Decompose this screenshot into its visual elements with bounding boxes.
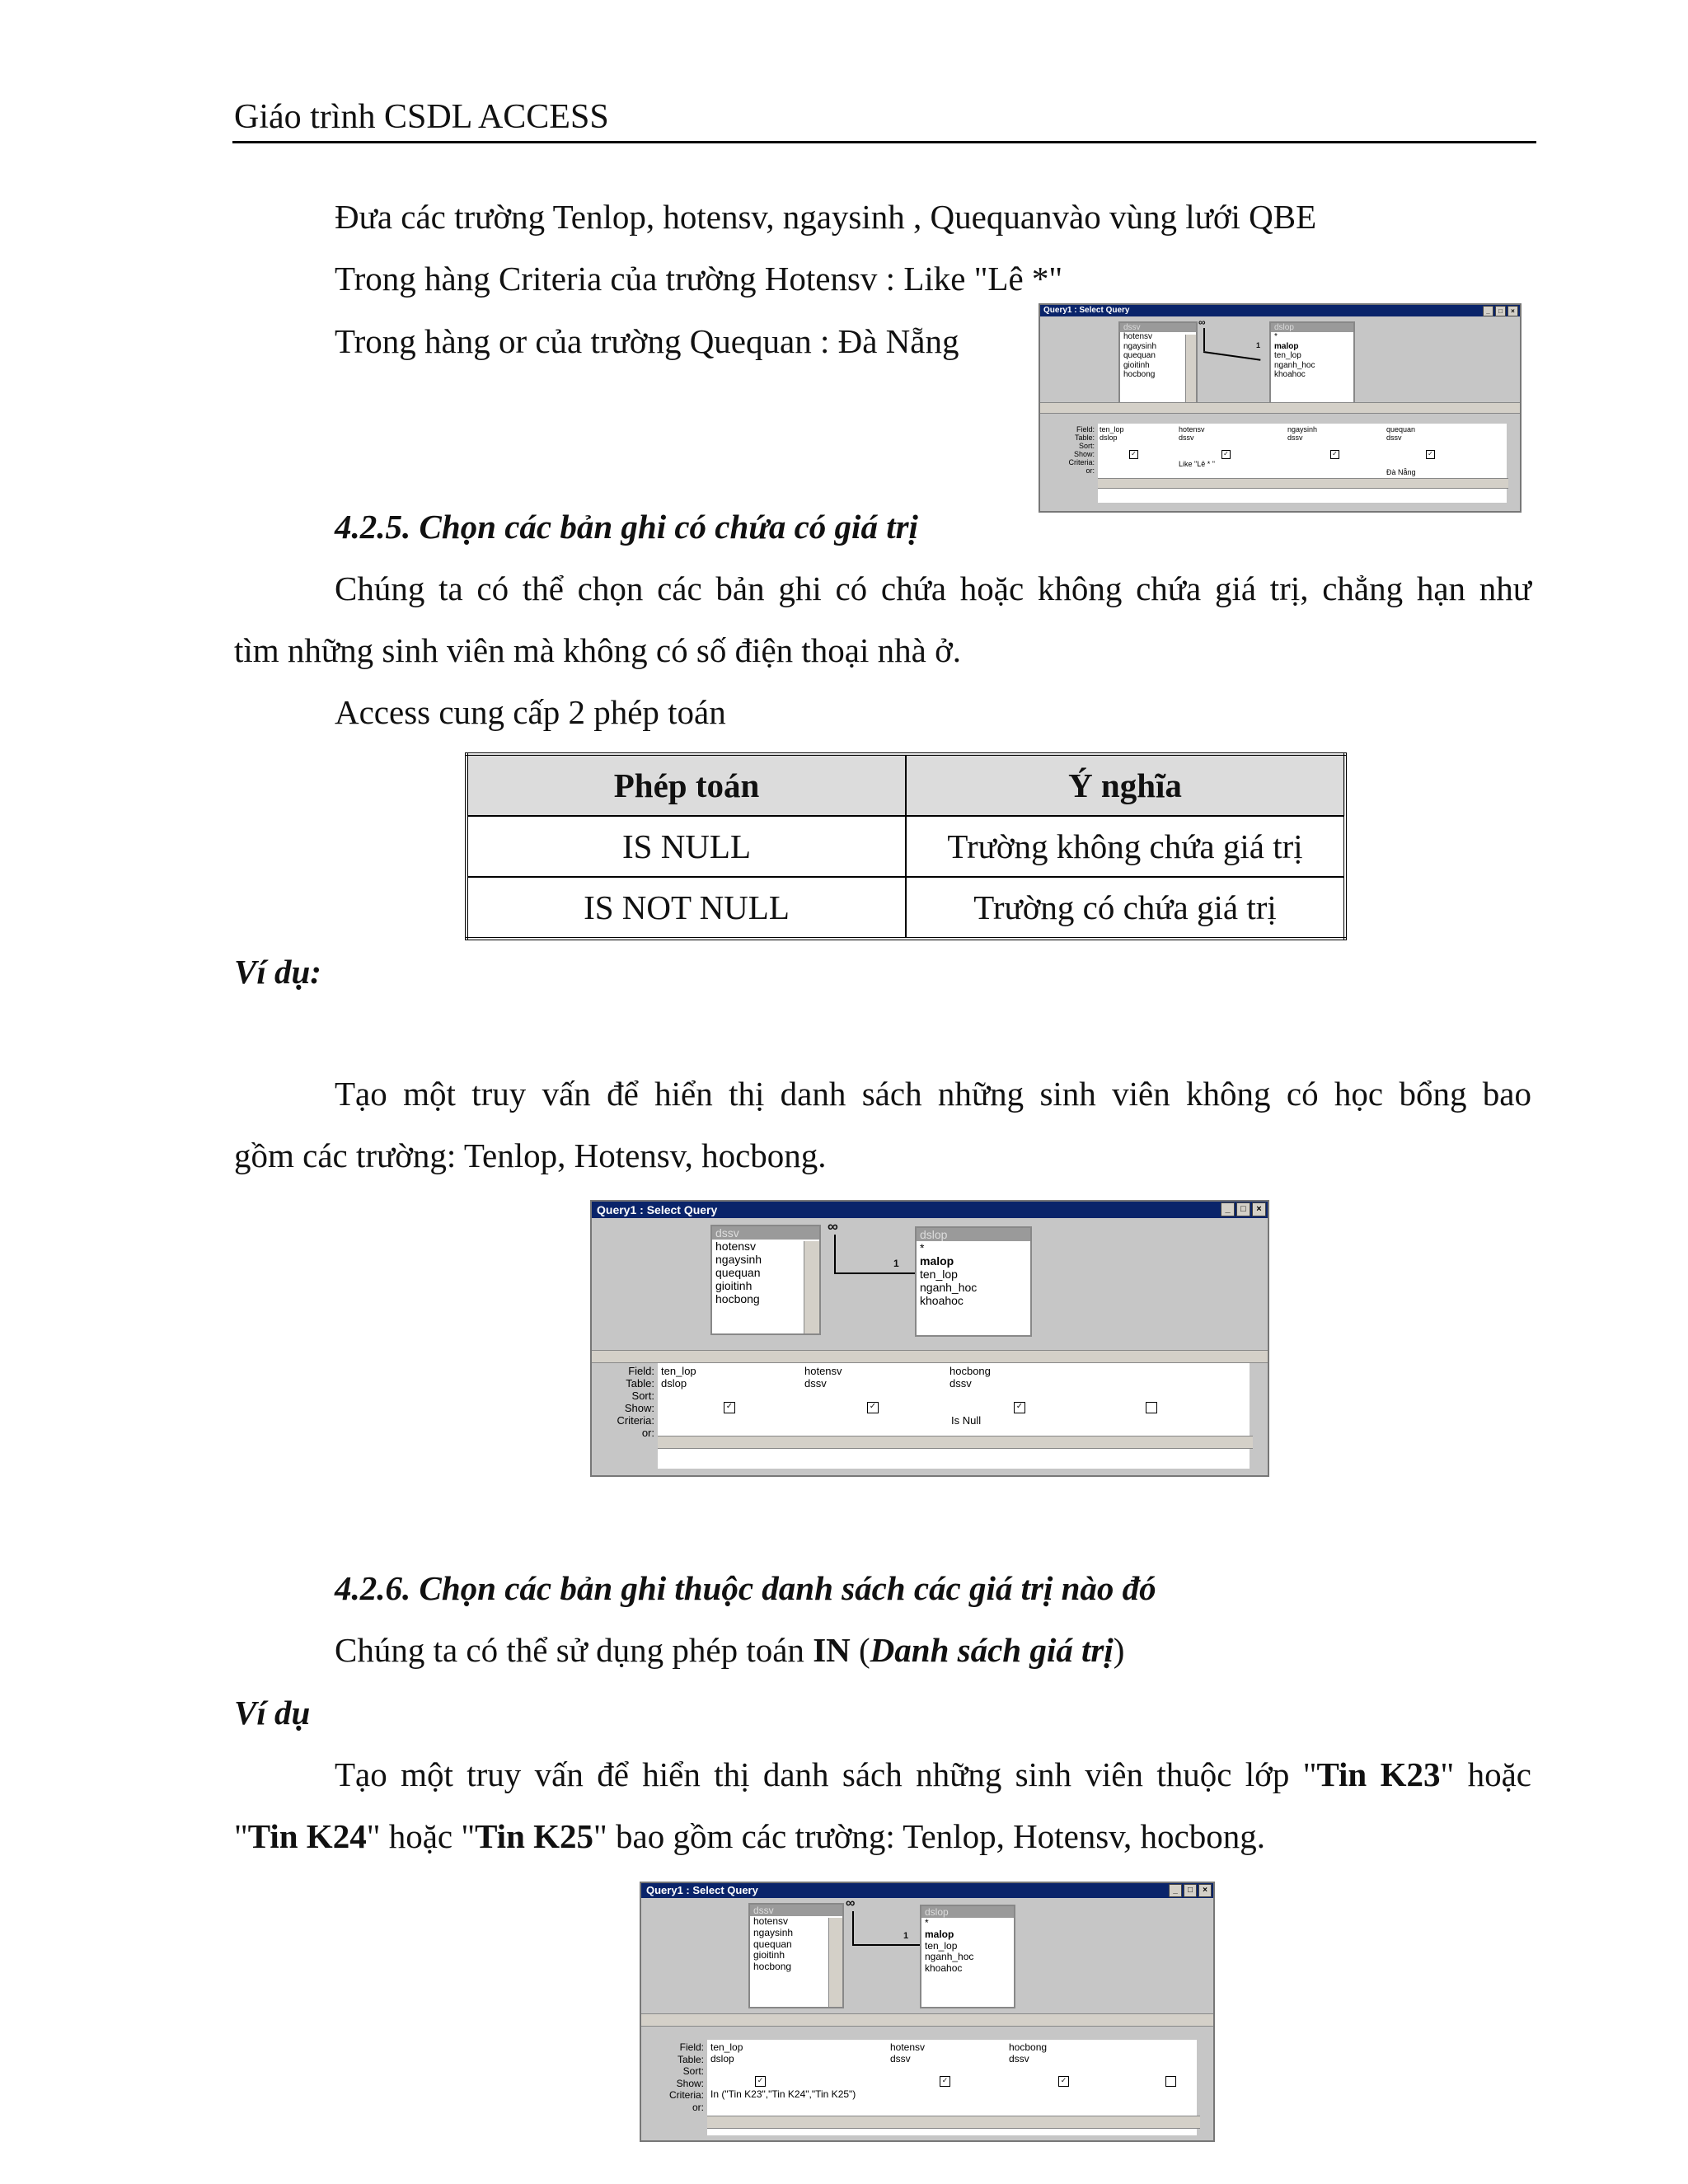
window-title-bar <box>641 1883 1213 1898</box>
show-checkbox[interactable]: ✓ <box>1330 450 1339 459</box>
header-divider <box>232 141 1536 143</box>
window-title: Query1 : Select Query <box>597 1203 718 1216</box>
example-2-line-1 <box>335 1750 1531 1798</box>
row-label-field: Field: <box>1076 425 1095 434</box>
row-label-table: Table: <box>677 2053 704 2065</box>
upper-horizontal-scrollbar[interactable] <box>1040 402 1520 414</box>
field-item-key[interactable]: malop <box>920 1254 954 1268</box>
qbe-row-labels <box>1040 425 1095 475</box>
grid-horizontal-scrollbar[interactable] <box>1098 478 1508 489</box>
class-name: Tin K23 <box>1316 1755 1441 1793</box>
grid-table-cell[interactable]: dslop <box>710 2053 734 2064</box>
show-checkbox[interactable]: ✓ <box>940 2076 950 2087</box>
grid-field-cell[interactable]: hotensv <box>804 1365 842 1377</box>
show-checkbox[interactable]: ✓ <box>1058 2076 1069 2087</box>
query-window-screenshot-1 <box>1039 303 1522 513</box>
row-label-sort: Sort: <box>1078 442 1095 450</box>
field-item[interactable]: hocbong <box>1123 370 1156 379</box>
table-cell: IS NOT NULL <box>467 877 906 939</box>
example-text: " bao gồm các trường: Tenlop, Hotensv, hocbong. <box>593 1817 1266 1855</box>
field-item[interactable]: khoahoc <box>920 1294 964 1308</box>
table-scrollbar[interactable] <box>1185 335 1196 402</box>
table-scrollbar[interactable] <box>828 1918 842 2007</box>
table-title: dssv <box>1120 323 1196 332</box>
window-title: Query1 : Select Query <box>646 1884 758 1896</box>
operators-table-header-row <box>467 754 1345 816</box>
table-row <box>467 877 1345 939</box>
table-title: dssv <box>712 1226 819 1240</box>
field-item[interactable]: ngaysinh <box>715 1253 762 1267</box>
close-button[interactable]: × <box>1507 306 1518 316</box>
show-checkbox[interactable]: ✓ <box>867 1402 879 1413</box>
page-header: Giáo trình CSDL ACCESS <box>234 98 609 136</box>
row-label-or: or: <box>1085 466 1095 475</box>
row-label-field: Field: <box>628 1365 654 1377</box>
show-checkbox[interactable]: ✓ <box>755 2076 766 2087</box>
row-label-sort: Sort: <box>682 2065 704 2077</box>
field-item[interactable]: nganh_hoc <box>925 1951 974 1963</box>
qbe-row-labels <box>592 1365 654 1439</box>
row-label-criteria: Criteria: <box>1068 458 1095 466</box>
relationship-line <box>834 1272 917 1274</box>
relationship-line <box>1203 351 1261 361</box>
relation-one-symbol: 1 <box>903 1931 909 1941</box>
row-label-criteria: Criteria: <box>617 1414 654 1427</box>
grid-field-cell[interactable]: ngaysinh <box>1287 425 1318 434</box>
intro-line-3: Trong hàng or của trường Quequan : Đà Nẵng <box>335 322 959 360</box>
field-item[interactable]: gioitinh <box>1123 360 1150 370</box>
section-4-2-5-para-2: Access cung cấp 2 phép toán <box>335 693 726 731</box>
relation-one-symbol: 1 <box>1256 341 1261 349</box>
window-title: Query1 : Select Query <box>1043 306 1130 315</box>
para-text: Chúng ta có thể sử dụng phép toán <box>335 1631 814 1669</box>
relationship-line <box>1203 328 1205 351</box>
column-header-operator: Phép toán <box>467 754 906 816</box>
field-item[interactable]: * <box>920 1241 925 1254</box>
query-window-screenshot-3 <box>640 1882 1215 2142</box>
field-item[interactable]: ten_lop <box>920 1268 958 1282</box>
row-label-field: Field: <box>679 2041 704 2053</box>
minimize-button[interactable]: _ <box>1483 306 1493 316</box>
relation-many-symbol: ∞ <box>828 1218 838 1235</box>
table-dslop[interactable] <box>915 1226 1032 1337</box>
class-name: Tin K24 <box>247 1817 367 1855</box>
table-title: dssv <box>750 1905 842 1916</box>
table-dslop[interactable] <box>1269 321 1355 404</box>
table-title: dslop <box>921 1906 1014 1918</box>
grid-field-cell[interactable]: hocbong <box>950 1365 991 1377</box>
intro-line-1: Đưa các trường Tenlop, hotensv, ngaysinh , Quequanvào vùng lưới QBE <box>335 198 1317 236</box>
example-1-line-1: Tạo một truy vấn để hiển thị danh sách những sinh viên không có học bổng bao <box>335 1075 1531 1113</box>
section-heading-4-2-5: 4.2.5. Chọn các bản ghi có chứa có giá trị <box>335 508 918 546</box>
minimize-button[interactable]: _ <box>1221 1202 1235 1216</box>
field-item[interactable]: quequan <box>715 1266 761 1280</box>
table-cell: Trường có chứa giá trị <box>906 877 1345 939</box>
example-label-2: Ví dụ <box>234 1694 311 1732</box>
query-window-screenshot-2 <box>590 1200 1269 1477</box>
grid-table-cell[interactable]: dssv <box>804 1377 827 1390</box>
row-label-sort: Sort: <box>631 1390 654 1402</box>
upper-horizontal-scrollbar[interactable] <box>641 2013 1213 2027</box>
row-label-show: Show: <box>1073 450 1095 458</box>
table-dssv[interactable] <box>748 1903 844 2008</box>
grid-criteria-cell[interactable]: Like "Lê * " <box>1179 460 1215 468</box>
para-text: ( <box>850 1631 870 1669</box>
window-title-bar <box>592 1202 1268 1218</box>
row-label-table: Table: <box>1074 434 1095 442</box>
maximize-button[interactable]: □ <box>1184 1884 1197 1897</box>
close-button[interactable]: × <box>1252 1202 1266 1216</box>
grid-field-cell[interactable]: hotensv <box>1179 425 1205 434</box>
maximize-button[interactable]: □ <box>1495 306 1506 316</box>
field-item[interactable]: nganh_hoc <box>920 1281 978 1295</box>
column-header-meaning: Ý nghĩa <box>906 754 1345 816</box>
field-item[interactable]: hocbong <box>753 1961 792 1973</box>
grid-table-cell[interactable]: dssv <box>950 1377 972 1390</box>
grid-table-cell[interactable]: dslop <box>661 1377 687 1390</box>
example-label-1: Ví dụ: <box>234 953 321 991</box>
example-text: " hoặc <box>1440 1755 1531 1793</box>
section-4-2-5-para-line-1: Chúng ta có thể chọn các bản ghi có chứa hoặc không chứa giá trị, chẳng hạn như <box>335 569 1531 607</box>
table-title: dslop <box>917 1228 1030 1241</box>
value-list-term: Danh sách giá trị <box>870 1631 1114 1669</box>
section-4-2-6-para <box>335 1626 1124 1674</box>
show-checkbox-unchecked[interactable] <box>1165 2076 1176 2087</box>
show-checkbox-unchecked[interactable] <box>1146 1402 1157 1413</box>
grid-field-cell[interactable]: ten_lop <box>1100 425 1124 434</box>
table-row <box>467 816 1345 877</box>
grid-field-cell[interactable]: ten_lop <box>661 1365 696 1377</box>
relationship-line <box>852 1911 854 1944</box>
section-4-2-5-para-line-2: tìm những sinh viên mà không có số điện thoại nhà ở. <box>234 631 962 669</box>
upper-horizontal-scrollbar[interactable] <box>592 1350 1268 1363</box>
field-item[interactable]: hocbong <box>715 1292 760 1306</box>
window-title-bar <box>1040 305 1520 316</box>
field-item[interactable]: quequan <box>753 1938 792 1950</box>
table-title: dslop <box>1271 323 1353 332</box>
table-dssv[interactable] <box>1118 321 1198 404</box>
show-checkbox[interactable]: ✓ <box>1014 1402 1025 1413</box>
grid-field-cell[interactable]: hotensv <box>890 2041 926 2053</box>
grid-table-cell[interactable]: dssv <box>890 2053 911 2064</box>
example-1-line-2: gồm các trường: Tenlop, Hotensv, hocbong. <box>234 1137 827 1174</box>
grid-table-cell[interactable]: dssv <box>1009 2053 1029 2064</box>
field-item[interactable]: ngaysinh <box>753 1926 794 1938</box>
intro-line-2: Trong hàng Criteria của trường Hotensv : Like "Lê *" <box>335 260 1063 298</box>
relation-many-symbol: ∞ <box>1198 316 1206 328</box>
row-label-show: Show: <box>624 1402 654 1414</box>
grid-horizontal-scrollbar[interactable] <box>707 2116 1200 2129</box>
grid-table-cell[interactable]: dssv <box>1179 434 1194 442</box>
close-button[interactable]: × <box>1198 1884 1212 1897</box>
field-item[interactable]: gioitinh <box>753 1949 785 1961</box>
field-item[interactable]: gioitinh <box>715 1279 753 1293</box>
grid-table-cell[interactable]: dslop <box>1100 434 1118 442</box>
field-item[interactable]: ngaysinh <box>1123 341 1157 351</box>
show-checkbox[interactable]: ✓ <box>1426 450 1435 459</box>
field-item[interactable]: hotensv <box>1123 332 1153 341</box>
grid-criteria-cell[interactable]: In ("Tin K23","Tin K24","Tin K25") <box>710 2088 856 2100</box>
row-label-or: or: <box>641 1427 654 1439</box>
field-item[interactable]: khoahoc <box>925 1962 963 1975</box>
example-2-line-2 <box>234 1812 1265 1860</box>
field-item[interactable]: hotensv <box>753 1915 789 1927</box>
show-checkbox[interactable]: ✓ <box>1221 450 1231 459</box>
field-item[interactable]: hotensv <box>715 1240 757 1253</box>
field-item[interactable]: * <box>1274 332 1278 341</box>
example-text: " <box>234 1817 248 1855</box>
table-dssv[interactable] <box>710 1225 821 1335</box>
relation-many-symbol: ∞ <box>846 1896 856 1910</box>
grid-field-cell[interactable]: hocbong <box>1009 2041 1048 2053</box>
relationship-line <box>834 1235 836 1272</box>
table-cell: IS NULL <box>467 816 906 877</box>
relation-one-symbol: 1 <box>893 1258 899 1269</box>
grid-table-cell[interactable]: dssv <box>1287 434 1303 442</box>
operator-in: IN <box>813 1631 851 1669</box>
table-dslop[interactable] <box>920 1905 1015 2008</box>
row-label-table: Table: <box>626 1377 654 1390</box>
row-label-criteria: Criteria: <box>668 2089 704 2101</box>
table-cell: Trường không chứa giá trị <box>906 816 1345 877</box>
row-label-show: Show: <box>676 2077 704 2089</box>
grid-table-cell[interactable]: dssv <box>1386 434 1402 442</box>
grid-horizontal-scrollbar[interactable] <box>658 1436 1253 1449</box>
table-scrollbar[interactable] <box>804 1241 819 1333</box>
maximize-button[interactable]: □ <box>1236 1202 1250 1216</box>
para-text: ) <box>1113 1631 1125 1669</box>
qbe-row-labels <box>641 2041 704 2113</box>
field-item[interactable]: * <box>925 1917 929 1929</box>
field-item[interactable]: ten_lop <box>925 1939 958 1952</box>
show-checkbox[interactable]: ✓ <box>724 1402 735 1413</box>
operators-table <box>465 752 1347 940</box>
field-item-key[interactable]: malop <box>925 1928 954 1940</box>
row-label-or: or: <box>692 2101 704 2113</box>
field-item[interactable]: khoahoc <box>1274 370 1306 379</box>
example-text: Tạo một truy vấn để hiển thị danh sách những sinh viên thuộc lớp " <box>335 1755 1317 1793</box>
section-heading-4-2-6: 4.2.6. Chọn các bản ghi thuộc danh sách các giá trị nào đó <box>335 1569 1156 1607</box>
grid-or-cell[interactable]: Đà Nẵng <box>1386 468 1416 476</box>
field-item[interactable]: ten_lop <box>1274 351 1301 360</box>
grid-field-cell[interactable]: quequan <box>1386 425 1416 434</box>
example-text: " hoặc " <box>366 1817 476 1855</box>
minimize-button[interactable]: _ <box>1169 1884 1182 1897</box>
show-checkbox[interactable]: ✓ <box>1129 450 1138 459</box>
grid-field-cell[interactable]: ten_lop <box>710 2041 743 2053</box>
field-item[interactable]: quequan <box>1123 351 1156 360</box>
class-name: Tin K25 <box>475 1817 594 1855</box>
grid-criteria-cell[interactable]: Is Null <box>951 1414 982 1427</box>
relationship-line <box>852 1944 923 1946</box>
field-item-key[interactable]: malop <box>1274 341 1299 351</box>
field-item[interactable]: nganh_hoc <box>1274 360 1315 370</box>
